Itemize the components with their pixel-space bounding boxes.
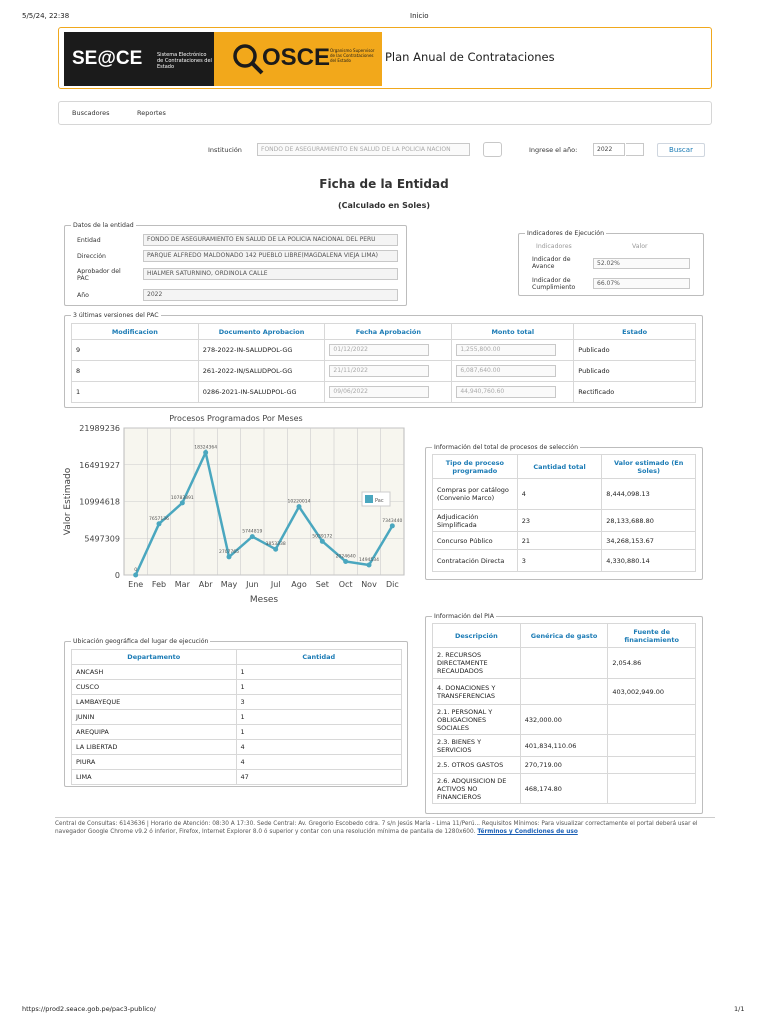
nav-buscadores[interactable]: Buscadores (72, 109, 110, 117)
procesos-table (432, 454, 696, 572)
direccion-field: PARQUE ALFREDO MALDONADO 142 PUEBLO LIBRE(MAGDALENA VIEJA LIMA) (143, 250, 398, 262)
page-title: Ficha de la Entidad (319, 177, 449, 191)
col-generica-gasto: Genérica de gasto (520, 624, 608, 648)
y-axis-label: Valor Estimado (63, 467, 73, 536)
data-label: 5039172 (312, 534, 333, 540)
table-row (72, 382, 696, 403)
cell-fuente: 2,054.86 (608, 648, 696, 679)
cumplimiento-value: 66.07% (593, 278, 690, 289)
col-documento: Documento Aprobacion (198, 324, 325, 340)
table-row (72, 680, 402, 695)
cell-monto (452, 340, 574, 361)
cell-fuente (608, 757, 696, 774)
data-label: 10220014 (287, 499, 311, 505)
print-page-number: 1/1 (734, 1005, 745, 1013)
cell-fuente (608, 774, 696, 804)
pia-table (432, 623, 696, 804)
cell-tipo: Concurso Público (433, 532, 518, 550)
indicadores-col-header: Indicadores (536, 243, 572, 250)
print-title: Inicio (410, 12, 429, 20)
cell-dep: LA LIBERTAD (72, 740, 237, 755)
anio-spinner[interactable] (626, 143, 644, 156)
data-label: 7343440 (382, 518, 403, 524)
monto-field: 1,255,800.00 (456, 344, 556, 356)
cell-doc: 278-2022-IN-SALUDPOL-GG (198, 340, 325, 361)
indicadores-legend: Indicadores de Ejecución (527, 230, 604, 237)
table-row (433, 679, 696, 705)
cell-cantidad: 23 (517, 510, 602, 532)
table-row (433, 510, 696, 532)
chart-title: Procesos Programados Por Meses (169, 414, 303, 423)
valor-col-header: Valor (632, 243, 648, 250)
site-footer (55, 820, 715, 836)
cell-cant: 1 (236, 680, 401, 695)
cell-fecha (325, 361, 452, 382)
x-tick-label: Dic (385, 580, 399, 589)
print-url: https://prod2.seace.gob.pe/pac3-publico/ (22, 1005, 156, 1013)
data-label: 0 (134, 568, 138, 573)
cell-gen: 432,000.00 (520, 705, 608, 735)
institucion-input[interactable]: FONDO DE ASEGURAMIENTO EN SALUD DE LA POLICIA NACION (257, 143, 470, 156)
x-tick-label: Abr (198, 580, 213, 589)
data-label: 1494534 (358, 558, 380, 564)
cell-mod: 9 (72, 340, 199, 361)
cell-cant: 4 (236, 740, 401, 755)
osce-logo[interactable] (214, 32, 382, 86)
cell-cant: 4 (236, 755, 401, 770)
col-estado: Estado (574, 324, 696, 340)
cell-gen (520, 679, 608, 705)
cell-gen (520, 648, 608, 679)
cell-cantidad: 3 (517, 550, 602, 572)
versiones-legend: 3 últimas versiones del PAC (73, 312, 159, 319)
x-tick-label: Nov (361, 580, 377, 589)
cell-cantidad: 4 (517, 479, 602, 510)
cell-valor: 8,444,098.13 (602, 479, 696, 510)
cell-fecha (325, 382, 452, 403)
magnifier-icon (230, 42, 266, 78)
x-tick-label: Feb (151, 580, 167, 589)
aprobador-field: HIALMER SATURNINO, ORDINOLA CALLE (143, 268, 398, 280)
cell-gen: 401,834,110.06 (520, 735, 608, 757)
x-tick-label: Oct (338, 580, 353, 589)
cell-desc: 2. RECURSOS DIRECTAMENTE RECAUDADOS (433, 648, 521, 679)
table-row (433, 532, 696, 550)
seace-logo-text: SE@CE (72, 48, 143, 69)
data-point (180, 500, 185, 505)
buscar-button[interactable]: Buscar (657, 143, 705, 157)
terminos-link[interactable]: Términos y Condiciones de uso (477, 829, 578, 835)
cell-tipo: Contratación Directa (433, 550, 518, 572)
table-row (72, 755, 402, 770)
cell-dep: ANCASH (72, 665, 237, 680)
nav-bar (58, 101, 712, 125)
cell-desc: 4. DONACIONES Y TRANSFERENCIAS (433, 679, 521, 705)
cell-monto (452, 361, 574, 382)
x-tick-label: Mar (174, 580, 190, 589)
data-point (227, 554, 232, 559)
cell-fuente (608, 735, 696, 757)
col-cantidad-total: Cantidad total (517, 455, 602, 479)
x-tick-label: Ago (291, 580, 307, 589)
data-point (390, 523, 395, 528)
cell-valor: 34,268,153.67 (602, 532, 696, 550)
monto-field: 44,940,760.60 (456, 386, 556, 398)
data-label: 2707765 (218, 549, 240, 555)
table-row (433, 550, 696, 572)
cell-fuente (608, 705, 696, 735)
cell-valor: 4,330,880.14 (602, 550, 696, 572)
procesos-por-meses-chart (56, 410, 412, 610)
cell-dep: PIURA (72, 755, 237, 770)
data-label: 10783891 (170, 495, 194, 501)
osce-logo-text: OSCE (262, 44, 331, 71)
data-point (273, 547, 278, 552)
y-tick-label: 0 (114, 571, 120, 580)
cell-desc: 2.5. OTROS GASTOS (433, 757, 521, 774)
table-row (72, 340, 696, 361)
avance-value: 52.02% (593, 258, 690, 269)
col-modificacion: Modificacion (72, 324, 199, 340)
cell-cant: 47 (236, 770, 401, 785)
col-valor-estimado: Valor estimado (En Soles) (602, 455, 696, 479)
col-fuente: Fuente de financiamiento (608, 624, 696, 648)
cell-dep: CUSCO (72, 680, 237, 695)
table-row (72, 740, 402, 755)
cell-estado: Publicado (574, 361, 696, 382)
cell-dep: JUNIN (72, 710, 237, 725)
col-tipo-proceso: Tipo de proceso programado (433, 455, 518, 479)
data-point (297, 504, 302, 509)
nav-reportes[interactable]: Reportes (137, 109, 166, 117)
institucion-label: Institución (208, 146, 242, 154)
y-tick-label: 16491927 (79, 460, 120, 470)
cell-monto (452, 382, 574, 403)
cell-estado: Rectificado (574, 382, 696, 403)
table-row (433, 735, 696, 757)
cell-desc: 2.1. PERSONAL Y OBLIGACIONES SOCIALES (433, 705, 521, 735)
y-tick-label: 21989236 (79, 424, 120, 433)
cell-mod: 1 (72, 382, 199, 403)
cell-tipo: Adjudicación Simplificada (433, 510, 518, 532)
y-tick-label: 5497309 (84, 534, 120, 544)
avance-label: Indicador de Avance (532, 256, 571, 270)
x-tick-label: Ene (128, 580, 144, 589)
data-point (320, 539, 325, 544)
data-point (133, 573, 138, 578)
cell-doc: 261-2022-IN/SALUDPOL-GG (198, 361, 325, 382)
cumplimiento-label: Indicador de Cumplimiento (532, 277, 576, 291)
seace-logo-subtitle: Sistema Electrónico de Contrataciones del Estado (157, 52, 212, 70)
data-point (203, 450, 208, 455)
versiones-table (71, 323, 696, 403)
entidad-label: Entidad (77, 237, 101, 244)
table-row (72, 725, 402, 740)
table-row (433, 757, 696, 774)
cell-cant: 1 (236, 725, 401, 740)
cell-estado: Publicado (574, 340, 696, 361)
cell-desc: 2.6. ADQUISICION DE ACTIVOS NO FINANCIEROS (433, 774, 521, 804)
table-row (72, 695, 402, 710)
cell-fuente: 403,002,949.00 (608, 679, 696, 705)
cell-gen: 270,719.00 (520, 757, 608, 774)
data-label: 18324364 (194, 445, 218, 451)
data-point (343, 559, 348, 564)
anio-input[interactable]: 2022 (593, 143, 625, 156)
x-tick-label: Set (315, 580, 329, 589)
seace-logo[interactable] (64, 32, 214, 86)
table-row (433, 705, 696, 735)
datos-entidad-legend: Datos de la entidad (73, 222, 134, 229)
footer-divider (55, 817, 715, 818)
legend-label: Pac (375, 498, 384, 504)
anio-entidad-field: 2022 (143, 289, 398, 301)
cell-fecha (325, 340, 452, 361)
table-row (433, 774, 696, 804)
data-label: 5744819 (242, 529, 263, 535)
institucion-lookup-button[interactable] (483, 142, 502, 157)
footer-text: Central de Consultas: 6143636 | Horario de Atención: 08:30 A 17:30. Sede Central: Av. Gregorio Escobedo cdra. 7 s/n Jesús María - Lima 11/Perú... Requisitos Mínimos: Para visualizar correctamente el portal deberá usar el navegador Google Chrome v9.2 ó inferior, Firefox, Internet Explorer 8.0 ó superior y contar con una resolución mínima de pantalla de 1280x600. (55, 821, 698, 835)
cell-cant: 3 (236, 695, 401, 710)
cell-tipo: Compras por catálogo (Convenio Marco) (433, 479, 518, 510)
fecha-field: 09/06/2022 (329, 386, 429, 398)
cell-cant: 1 (236, 710, 401, 725)
table-row (72, 361, 696, 382)
table-row (72, 710, 402, 725)
fecha-field: 01/12/2022 (329, 344, 429, 356)
col-fecha: Fecha Aprobación (325, 324, 452, 340)
table-row (433, 479, 696, 510)
x-tick-label: Jul (270, 580, 281, 589)
cell-valor: 28,133,688.80 (602, 510, 696, 532)
procesos-legend: Información del total de procesos de selección (434, 444, 579, 451)
anio-label: Ingrese el año: (529, 146, 578, 154)
cell-gen: 468,174.80 (520, 774, 608, 804)
cell-desc: 2.3. BIENES Y SERVICIOS (433, 735, 521, 757)
data-point (157, 521, 162, 526)
col-departamento: Departamento (72, 650, 237, 665)
header-banner (58, 27, 712, 89)
table-row (72, 770, 402, 785)
cell-dep: LIMA (72, 770, 237, 785)
data-point (367, 563, 372, 568)
data-label: 2024640 (335, 554, 356, 560)
data-label: 7657136 (148, 516, 170, 522)
ubicacion-table (71, 649, 402, 785)
data-label: 3853338 (265, 542, 286, 548)
col-monto: Monto total (452, 324, 574, 340)
data-point (250, 534, 255, 539)
entidad-field: FONDO DE ASEGURAMIENTO EN SALUD DE LA POLICIA NACIONAL DEL PERU (143, 234, 398, 246)
anio-entidad-label: Año (77, 292, 89, 299)
y-tick-label: 10994618 (79, 497, 120, 507)
app-title: Plan Anual de Contrataciones (385, 50, 555, 64)
monto-field: 6,087,640.00 (456, 365, 556, 377)
table-row (72, 665, 402, 680)
fecha-field: 21/11/2022 (329, 365, 429, 377)
print-datetime: 5/5/24, 22:38 (22, 12, 70, 20)
pia-legend: Información del PIA (434, 613, 494, 620)
table-row (433, 648, 696, 679)
legend-swatch (365, 495, 373, 503)
aprobador-label: Aprobador del PAC (77, 268, 121, 282)
x-tick-label: Jun (246, 580, 259, 589)
cell-dep: LAMBAYEQUE (72, 695, 237, 710)
cell-dep: AREQUIPA (72, 725, 237, 740)
cell-mod: 8 (72, 361, 199, 382)
x-axis-label: Meses (249, 595, 279, 605)
cell-cantidad: 21 (517, 532, 602, 550)
page-subtitle: (Calculado en Soles) (337, 201, 430, 210)
osce-logo-subtitle: Organismo Supervisor de las Contrataciones del Estado (330, 48, 375, 63)
cell-doc: 0286-2021-IN-SALUDPOL-GG (198, 382, 325, 403)
x-tick-label: May (220, 580, 238, 589)
col-descripcion: Descripción (433, 624, 521, 648)
ubicacion-legend: Ubicación geográfica del lugar de ejecución (73, 638, 209, 645)
col-cantidad: Cantidad (236, 650, 401, 665)
direccion-label: Dirección (77, 253, 106, 260)
cell-cant: 1 (236, 665, 401, 680)
